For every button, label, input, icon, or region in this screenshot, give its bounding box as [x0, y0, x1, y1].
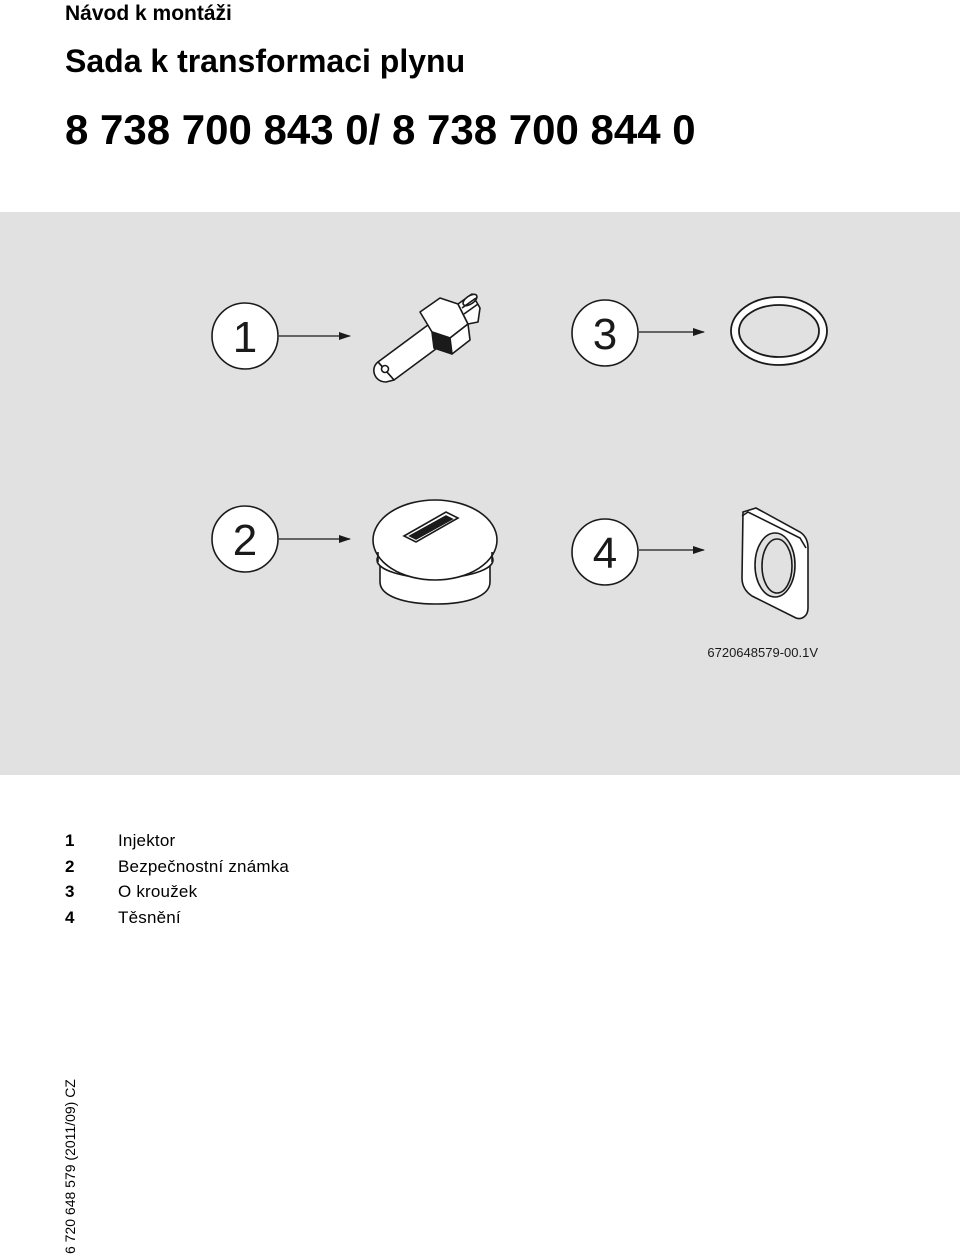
- callout-number-4: 4: [592, 529, 618, 578]
- callout-2: [212, 506, 278, 572]
- document-title: Sada k transformaci plynu: [65, 43, 466, 79]
- document-type: Návod k montáži: [65, 2, 232, 25]
- legend-item: [65, 828, 289, 854]
- legend-label: Bezpečnostní známka: [118, 856, 290, 876]
- legend-number: 1: [65, 831, 75, 850]
- callout-number-1: 1: [232, 313, 258, 362]
- legend-number: 4: [65, 907, 75, 927]
- gasket-illustration: [742, 508, 808, 619]
- legend-label: Těsnění: [118, 907, 181, 927]
- callout-1: [212, 303, 278, 369]
- legend-item: [65, 879, 289, 905]
- injector-illustration: [374, 292, 480, 382]
- legend-number: 3: [65, 882, 75, 901]
- callout-3: [572, 300, 638, 366]
- document-code: 6 720 648 579 (2011/09) CZ: [62, 1079, 78, 1254]
- figure-id: 6720648579-00.1V: [707, 645, 818, 660]
- parts-illustration: [0, 212, 960, 775]
- parts-legend: [65, 828, 289, 930]
- legend-label: O kroužek: [118, 882, 198, 901]
- legend-item: [65, 854, 289, 880]
- callout-number-2: 2: [232, 516, 258, 565]
- parts-figure: [0, 212, 960, 775]
- callout-4: [572, 519, 638, 585]
- legend-number: 2: [65, 856, 75, 876]
- security-plug-illustration: [373, 500, 497, 604]
- legend-item: [65, 905, 289, 931]
- callout-number-3: 3: [592, 310, 618, 359]
- o-ring-illustration: [731, 297, 827, 365]
- part-numbers: 8 738 700 843 0/ 8 738 700 844 0: [65, 106, 696, 153]
- legend-label: Injektor: [118, 831, 176, 850]
